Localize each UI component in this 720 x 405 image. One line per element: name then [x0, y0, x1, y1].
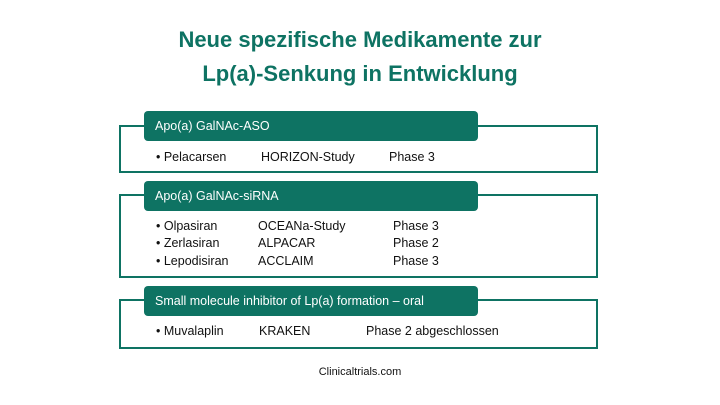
phase-zerlasiran: Phase 2 [393, 236, 439, 250]
phase-olpasiran: Phase 3 [393, 219, 439, 233]
study-alpacar: ALPACAR [258, 236, 316, 250]
drug-pelacarsen: • Pelacarsen [156, 150, 227, 164]
section-small-molecule-header: Small molecule inhibitor of Lp(a) formation – oral [144, 286, 478, 316]
slide-title-line-2: Lp(a)-Senkung in Entwicklung [202, 61, 518, 86]
source-caption: Clinicaltrials.com [318, 366, 402, 378]
phase-pelacarsen: Phase 3 [389, 150, 435, 164]
study-kraken: KRAKEN [259, 324, 311, 338]
study-oceana: OCEANa-Study [258, 219, 346, 233]
section-sirna-header: Apo(a) GalNAc-siRNA [144, 181, 478, 211]
phase-lepodisiran: Phase 3 [393, 254, 439, 268]
drug-olpasiran: • Olpasiran [156, 219, 218, 233]
study-horizon: HORIZON-Study [261, 150, 355, 164]
drug-lepodisiran: • Lepodisiran [156, 254, 229, 268]
drug-zerlasiran: • Zerlasiran [156, 236, 220, 250]
drug-muvalaplin: • Muvalaplin [156, 324, 224, 338]
section-aso-header: Apo(a) GalNAc-ASO [144, 111, 478, 141]
slide-title-line-1: Neue spezifische Medikamente zur [178, 27, 542, 52]
study-acclaim: ACCLAIM [258, 254, 314, 268]
phase-muvalaplin: Phase 2 abgeschlossen [366, 324, 499, 338]
